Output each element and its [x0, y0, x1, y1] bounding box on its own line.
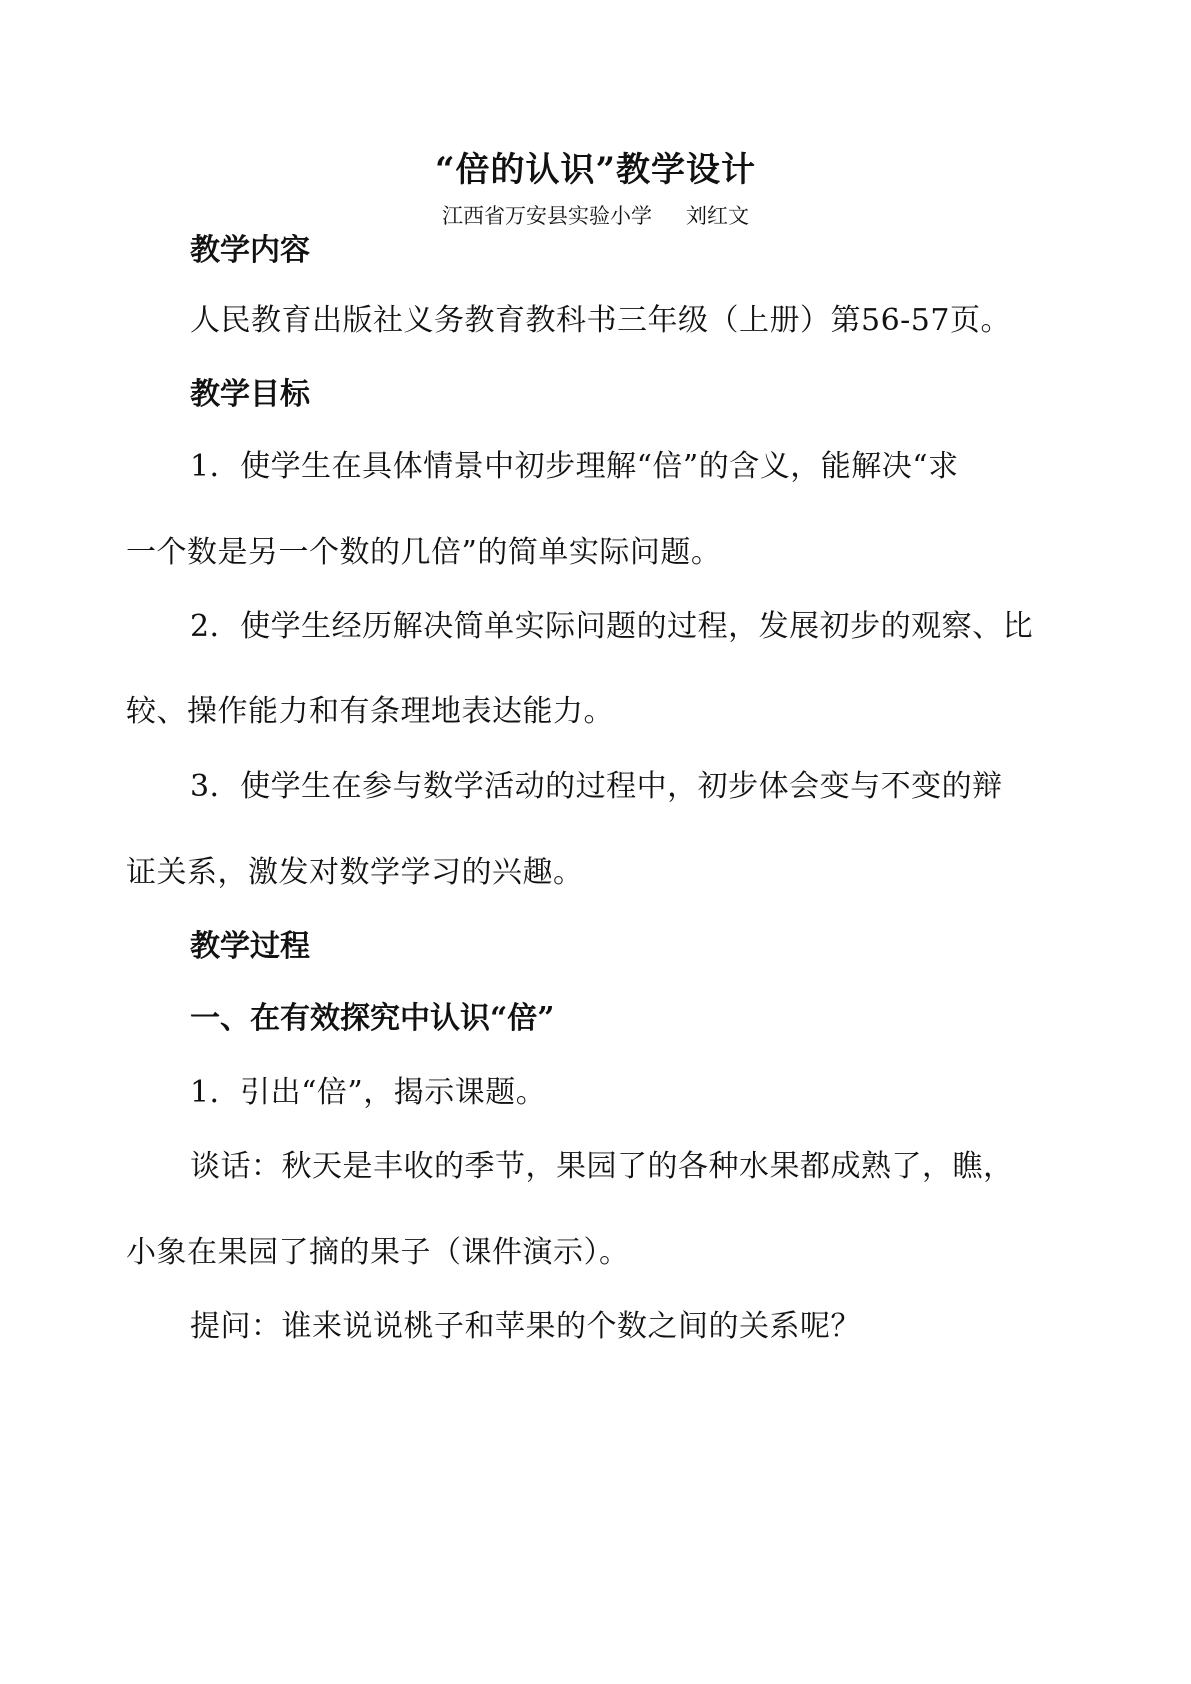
talk-line-1: 谈话：秋天是丰收的季节，果园了的各种水果都成熟了，瞧，: [190, 1149, 1014, 1184]
goal-1-line-2: 一个数是另一个数的几倍”的简单实际问题。: [126, 535, 722, 570]
goal-2-line-2: 较、操作能力和有条理地表达能力。: [126, 694, 614, 729]
heading-teaching-process: 教学过程: [190, 929, 310, 964]
document-title: “倍的认识”教学设计: [434, 150, 757, 190]
goal-1-line-1: 1．使学生在具体情景中初步理解“倍”的含义，能解决“求: [190, 449, 959, 484]
heading-teaching-content: 教学内容: [190, 233, 310, 268]
author-school: 江西省万安县实验小学: [442, 204, 652, 228]
heading-teaching-goals: 教学目标: [190, 377, 310, 412]
author-name: 刘红文: [686, 204, 749, 228]
heading-part-one: 一、在有效探究中认识“倍”: [190, 1001, 555, 1036]
step-1-text: 1．引出“倍”，揭示课题。: [190, 1075, 547, 1110]
author-line: [0, 206, 1191, 227]
question-text: 提问：谁来说说桃子和苹果的个数之间的关系呢？: [190, 1309, 861, 1344]
content-text: 人民教育出版社义务教育教科书三年级（上册）第56-57页。: [190, 303, 1011, 338]
goal-3-line-2: 证关系，激发对数学学习的兴趣。: [126, 855, 584, 890]
goal-2-line-1: 2．使学生经历解决简单实际问题的过程，发展初步的观察、比: [190, 609, 1034, 644]
talk-line-2: 小象在果园了摘的果子（课件演示）。: [126, 1235, 630, 1270]
goal-3-line-1: 3．使学生在参与数学活动的过程中，初步体会变与不变的辩: [190, 769, 1003, 804]
